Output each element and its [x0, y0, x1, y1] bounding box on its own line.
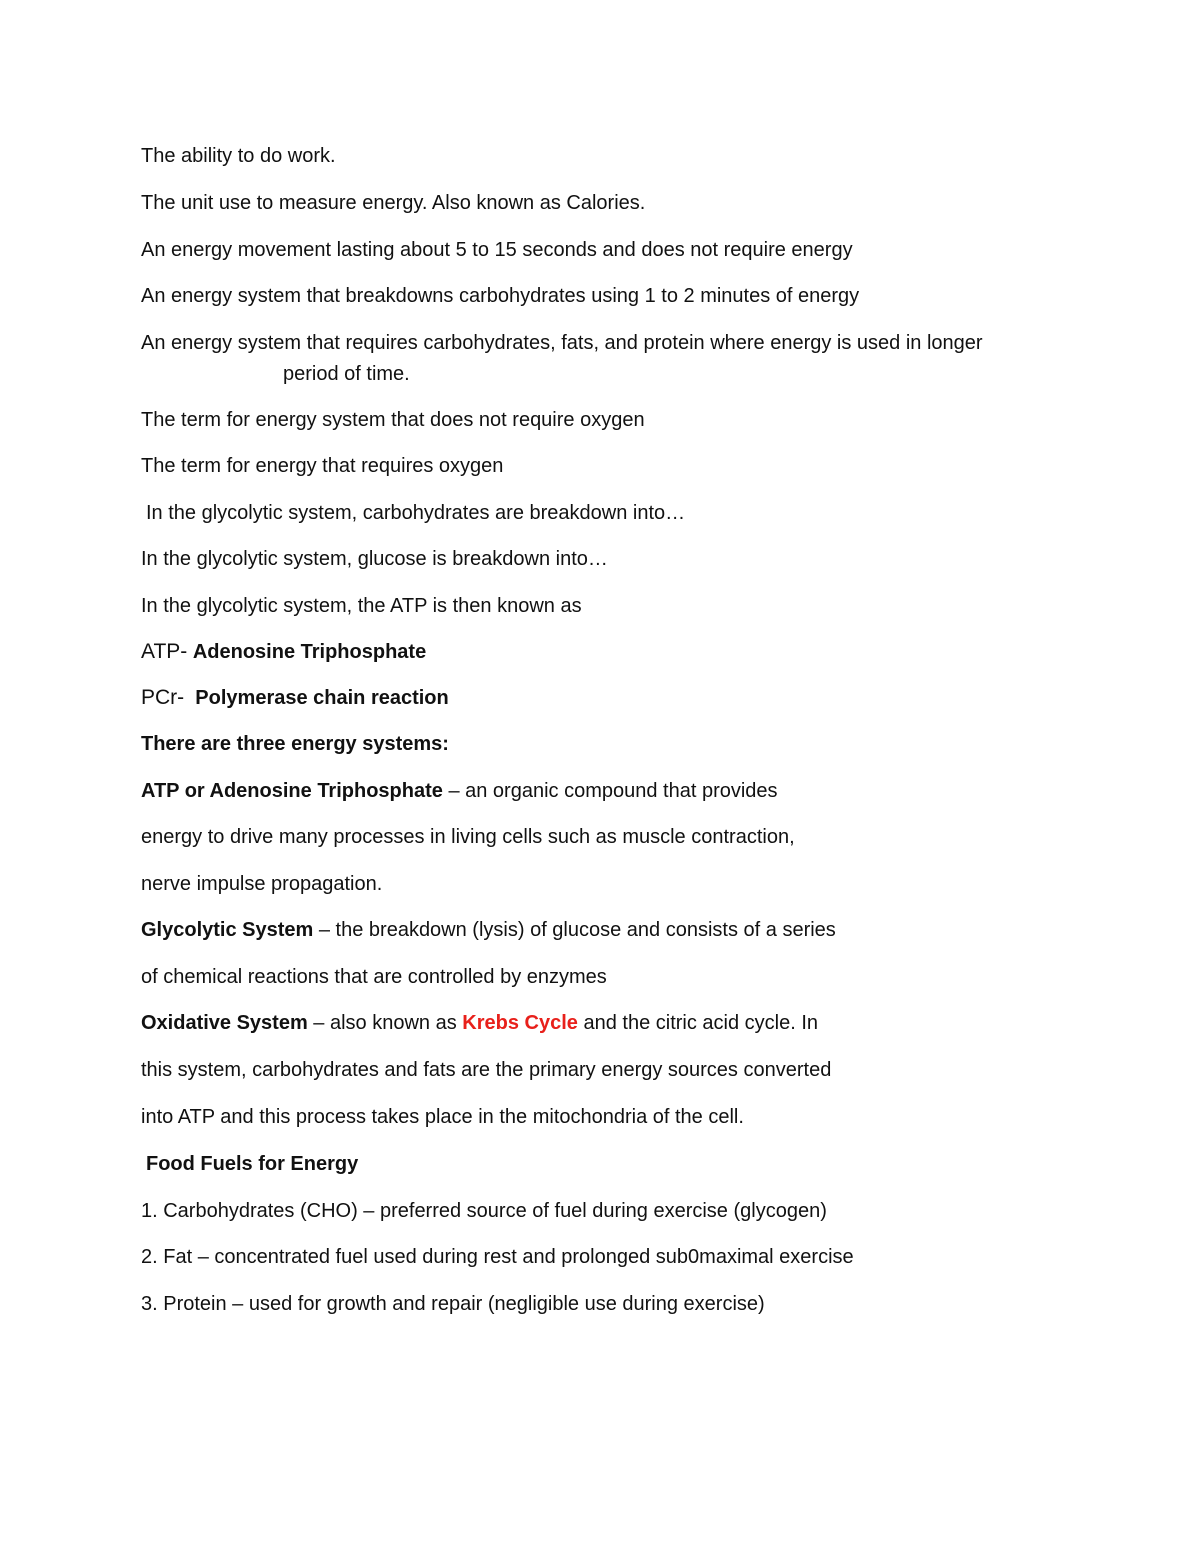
- systems-heading: There are three energy systems:: [141, 733, 449, 755]
- fuel-list-item: 1. Carbohydrates (CHO) – preferred source of fuel during exercise (glycogen): [141, 1200, 827, 1222]
- definition-line: The unit use to measure energy. Also known as Calories.: [141, 192, 646, 214]
- krebs-cycle-highlight: Krebs Cycle: [462, 1012, 578, 1034]
- definition-line: An energy movement lasting about 5 to 15 seconds and does not require energy: [141, 239, 853, 261]
- definition-line: The term for energy system that does not require oxygen: [141, 409, 645, 431]
- abbreviation-atp: [141, 640, 426, 664]
- fuel-list-item: 3. Protein – used for growth and repair (negligible use during exercise): [141, 1293, 765, 1315]
- oxidative-definition-line: into ATP and this process takes place in the mitochondria of the cell.: [141, 1106, 744, 1128]
- definition-line: In the glycolytic system, carbohydrates are breakdown into…: [146, 502, 686, 524]
- definition-line: The ability to do work.: [141, 145, 336, 167]
- definition-line: In the glycolytic system, glucose is breakdown into…: [141, 548, 608, 570]
- abbreviation-full: Polymerase chain reaction: [195, 687, 449, 709]
- atp-definition-line: nerve impulse propagation.: [141, 873, 383, 895]
- definition-line: An energy system that breakdowns carbohydrates using 1 to 2 minutes of energy: [141, 285, 860, 307]
- glycolytic-definition-line: of chemical reactions that are controlled by enzymes: [141, 966, 607, 988]
- oxidative-text: and the citric acid cycle. In: [577, 1012, 819, 1034]
- oxidative-definition: [141, 1011, 818, 1035]
- atp-term: ATP or Adenosine Triphosphate: [141, 780, 443, 802]
- glycolytic-term: Glycolytic System: [141, 919, 314, 941]
- oxidative-text: – also known as: [307, 1012, 463, 1034]
- glycolytic-definition: [141, 918, 836, 942]
- abbreviation-full: Adenosine Triphosphate: [192, 641, 427, 663]
- atp-definition: [141, 779, 778, 803]
- definition-line-continuation: period of time.: [283, 363, 410, 385]
- oxidative-term: Oxidative System: [141, 1012, 308, 1034]
- fuels-heading: Food Fuels for Energy: [146, 1153, 359, 1175]
- fuel-list-item: 2. Fat – concentrated fuel used during rest and prolonged sub0maximal exercise: [141, 1246, 854, 1268]
- definition-line: The term for energy that requires oxygen: [141, 455, 504, 477]
- abbreviation-term: PCr-: [141, 686, 185, 709]
- definition-line: In the glycolytic system, the ATP is then known as: [141, 595, 582, 617]
- atp-definition-line: energy to drive many processes in living cells such as muscle contraction,: [141, 826, 795, 848]
- glycolytic-text: – the breakdown (lysis) of glucose and consists of a series: [313, 919, 836, 941]
- abbreviation-term: ATP-: [141, 640, 188, 663]
- oxidative-definition-line: this system, carbohydrates and fats are the primary energy sources converted: [141, 1059, 832, 1081]
- definition-line: An energy system that requires carbohydrates, fats, and protein where energy is used in longer: [141, 332, 983, 354]
- atp-text: – an organic compound that provides: [442, 780, 778, 802]
- abbreviation-pcr: [141, 686, 449, 710]
